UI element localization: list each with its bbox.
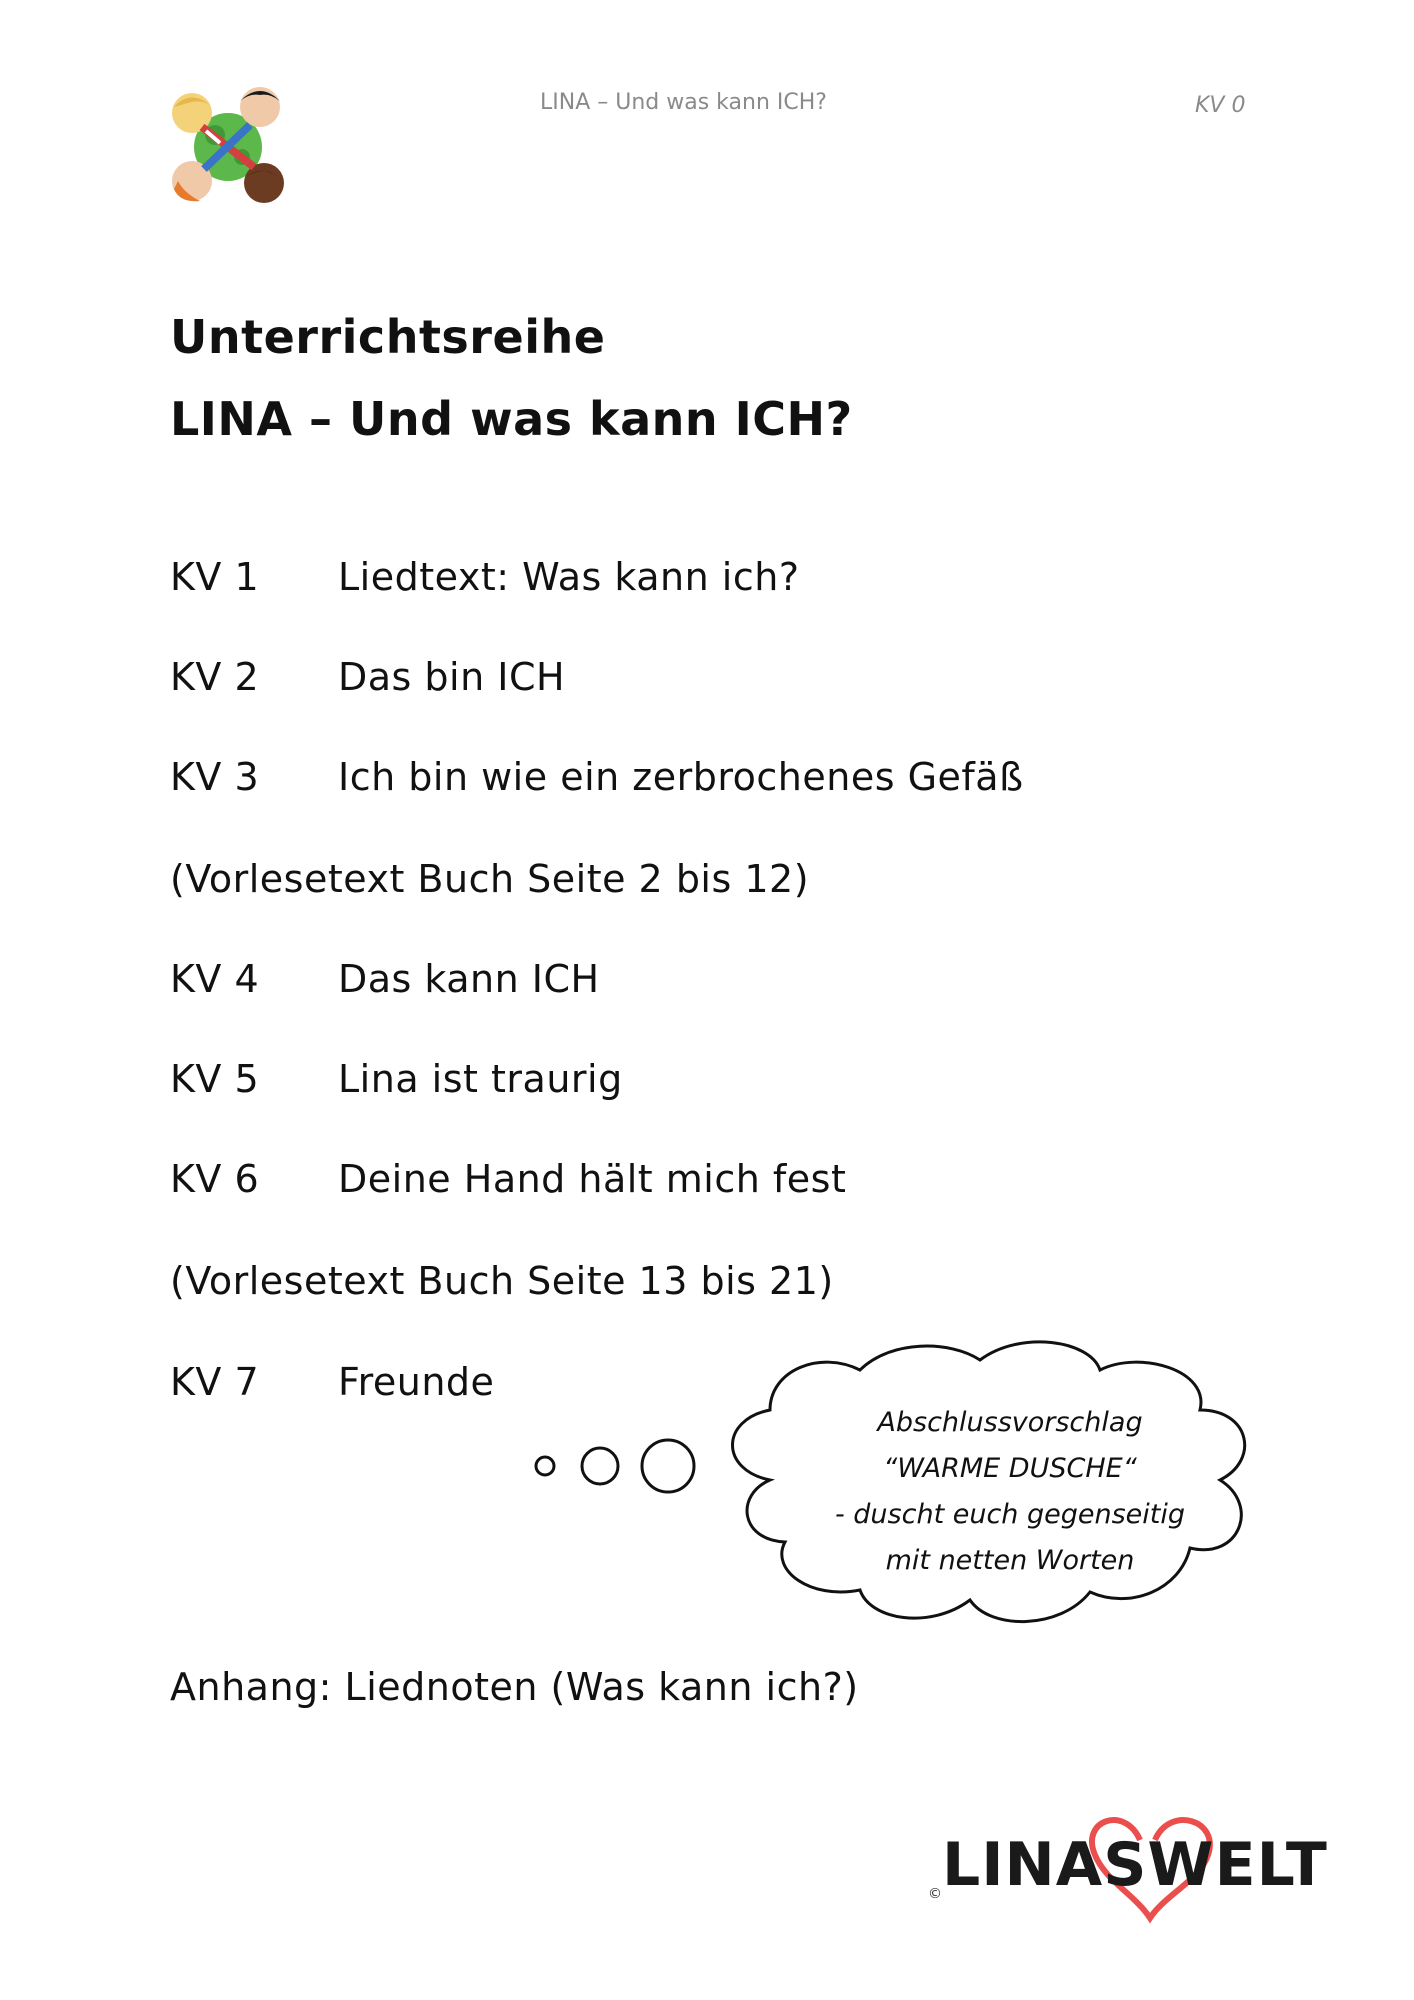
kv-number: KV 5: [170, 1057, 260, 1101]
appendix-line: Anhang: Liednoten (Was kann ich?): [170, 1665, 859, 1709]
kv-number: KV 7: [170, 1360, 260, 1404]
kv-title: Deine Hand hält mich fest: [338, 1157, 847, 1201]
toc-row: [170, 555, 800, 599]
document-title: Unterrichtsreihe: [170, 310, 606, 364]
kv-number: KV 3: [170, 755, 260, 799]
kv-title: Freunde: [338, 1360, 495, 1404]
document-subtitle: LINA – Und was kann ICH?: [170, 392, 853, 446]
bubble-line: Abschlussvorschlag: [877, 1407, 1143, 1438]
kv-title: Das kann ICH: [338, 957, 600, 1001]
bubble-line: mit netten Worten: [885, 1545, 1135, 1576]
kv-number: KV 1: [170, 555, 260, 599]
kv-title: Liedtext: Was kann ich?: [338, 555, 800, 599]
kv-title: Das bin ICH: [338, 655, 566, 699]
kv-title: Ich bin wie ein zerbrochenes Gefäß: [338, 755, 1024, 799]
kv-number: KV 4: [170, 957, 260, 1001]
header-title: LINA – Und was kann ICH?: [540, 90, 827, 115]
bubble-line: - duscht euch gegenseitig: [834, 1499, 1186, 1530]
reading-note: (Vorlesetext Buch Seite 2 bis 12): [170, 857, 810, 901]
kv-title: Lina ist traurig: [338, 1057, 623, 1101]
kv-number: KV 6: [170, 1157, 260, 1201]
bubble-text: [820, 1400, 1200, 1584]
kv-number: KV 2: [170, 655, 260, 699]
kids-circle-logo: [160, 85, 295, 207]
toc-row: [170, 655, 565, 699]
toc-row: [170, 1157, 846, 1201]
linaswelt-wordmark: LINASWELT: [942, 1830, 1328, 1900]
toc-row: [170, 1057, 623, 1101]
toc-row: [170, 1360, 494, 1404]
toc-row: [170, 957, 600, 1001]
bubble-line: “WARME DUSCHE“: [883, 1453, 1137, 1484]
reading-note: (Vorlesetext Buch Seite 13 bis 21): [170, 1259, 834, 1303]
header-page-code: KV 0: [1195, 93, 1246, 118]
copyright-symbol: ©: [928, 1886, 942, 1902]
toc-row: [170, 755, 1024, 799]
